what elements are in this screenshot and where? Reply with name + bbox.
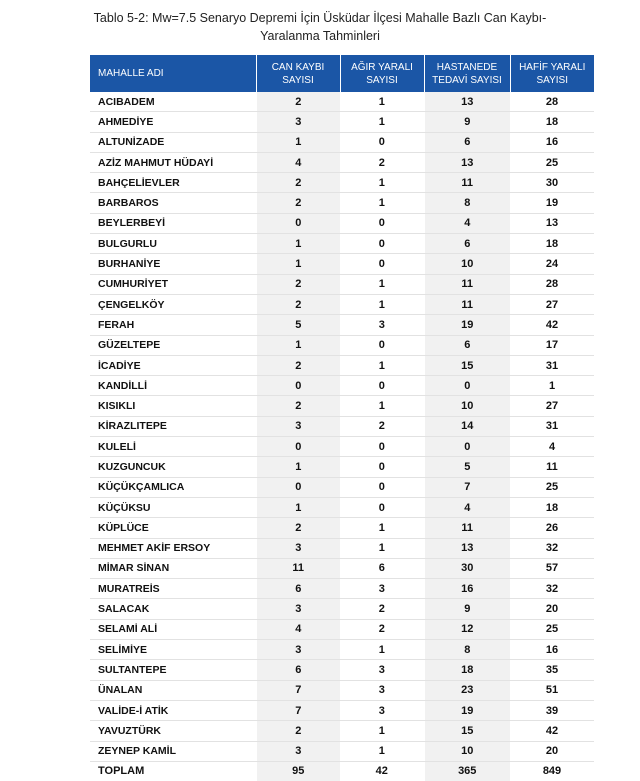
table-row (90, 457, 594, 477)
cell-mahalle: SULTANTEPE (90, 660, 256, 680)
table-row (90, 335, 594, 355)
cell-hafif-yarali: 39 (510, 700, 594, 720)
cell-agir-yarali: 0 (340, 376, 424, 396)
cell-hastanede-tedavi: 16 (424, 579, 510, 599)
cell-agir-yarali: 0 (340, 497, 424, 517)
cell-hafif-yarali: 30 (510, 173, 594, 193)
casualty-table (90, 55, 594, 781)
cell-agir-yarali: 1 (340, 294, 424, 314)
cell-can-kaybi: 5 (256, 315, 340, 335)
table-row (90, 721, 594, 741)
cell-can-kaybi: 3 (256, 112, 340, 132)
cell-hafif-yarali: 28 (510, 92, 594, 112)
total-label: TOPLAM (90, 761, 256, 781)
cell-can-kaybi: 11 (256, 558, 340, 578)
header-hafif-yarali: HAFİF YARALI SAYISI (510, 55, 594, 92)
table-row (90, 700, 594, 720)
cell-hastanede-tedavi: 12 (424, 619, 510, 639)
cell-agir-yarali: 1 (340, 721, 424, 741)
cell-hastanede-tedavi: 14 (424, 416, 510, 436)
cell-agir-yarali: 1 (340, 193, 424, 213)
cell-can-kaybi: 1 (256, 132, 340, 152)
cell-agir-yarali: 6 (340, 558, 424, 578)
cell-hafif-yarali: 51 (510, 680, 594, 700)
cell-hastanede-tedavi: 10 (424, 741, 510, 761)
cell-hafif-yarali: 20 (510, 599, 594, 619)
cell-hafif-yarali: 57 (510, 558, 594, 578)
cell-can-kaybi: 0 (256, 213, 340, 233)
cell-can-kaybi: 2 (256, 396, 340, 416)
cell-hafif-yarali: 25 (510, 619, 594, 639)
cell-hastanede-tedavi: 15 (424, 355, 510, 375)
cell-mahalle: KUZGUNCUK (90, 457, 256, 477)
table-row (90, 396, 594, 416)
table-row (90, 234, 594, 254)
cell-hafif-yarali: 27 (510, 396, 594, 416)
cell-can-kaybi: 2 (256, 721, 340, 741)
table-row (90, 437, 594, 457)
cell-mahalle: ACIBADEM (90, 92, 256, 112)
cell-hastanede-tedavi: 6 (424, 132, 510, 152)
cell-mahalle: KANDİLLİ (90, 376, 256, 396)
table-row (90, 599, 594, 619)
cell-hafif-yarali: 19 (510, 193, 594, 213)
cell-agir-yarali: 0 (340, 234, 424, 254)
cell-agir-yarali: 1 (340, 538, 424, 558)
cell-hafif-yarali: 31 (510, 355, 594, 375)
cell-agir-yarali: 1 (340, 518, 424, 538)
total-can-kaybi: 95 (256, 761, 340, 781)
cell-mahalle: MURATREİS (90, 579, 256, 599)
cell-can-kaybi: 1 (256, 234, 340, 254)
cell-hafif-yarali: 27 (510, 294, 594, 314)
cell-hafif-yarali: 16 (510, 132, 594, 152)
cell-hastanede-tedavi: 0 (424, 437, 510, 457)
cell-can-kaybi: 3 (256, 640, 340, 660)
cell-hastanede-tedavi: 13 (424, 538, 510, 558)
cell-hafif-yarali: 25 (510, 477, 594, 497)
header-mahalle: MAHALLE ADI (90, 55, 256, 92)
cell-hastanede-tedavi: 13 (424, 92, 510, 112)
cell-mahalle: KULELİ (90, 437, 256, 457)
table-row (90, 173, 594, 193)
table-row (90, 518, 594, 538)
table-row (90, 92, 594, 112)
total-agir-yarali: 42 (340, 761, 424, 781)
total-hastanede-tedavi: 365 (424, 761, 510, 781)
cell-hafif-yarali: 28 (510, 274, 594, 294)
header-agir-yarali: AĞIR YARALI SAYISI (340, 55, 424, 92)
cell-hastanede-tedavi: 11 (424, 294, 510, 314)
table-row (90, 254, 594, 274)
cell-hafif-yarali: 32 (510, 579, 594, 599)
cell-hastanede-tedavi: 10 (424, 396, 510, 416)
table-row (90, 112, 594, 132)
cell-mahalle: SALACAK (90, 599, 256, 619)
cell-agir-yarali: 3 (340, 660, 424, 680)
cell-hafif-yarali: 32 (510, 538, 594, 558)
cell-hafif-yarali: 18 (510, 112, 594, 132)
cell-agir-yarali: 1 (340, 741, 424, 761)
cell-can-kaybi: 6 (256, 579, 340, 599)
cell-agir-yarali: 2 (340, 416, 424, 436)
cell-hafif-yarali: 18 (510, 497, 594, 517)
cell-mahalle: GÜZELTEPE (90, 335, 256, 355)
cell-hastanede-tedavi: 7 (424, 477, 510, 497)
cell-agir-yarali: 0 (340, 254, 424, 274)
cell-hafif-yarali: 26 (510, 518, 594, 538)
cell-mahalle: KİRAZLITEPE (90, 416, 256, 436)
table-row (90, 579, 594, 599)
cell-hastanede-tedavi: 9 (424, 599, 510, 619)
cell-can-kaybi: 4 (256, 619, 340, 639)
cell-can-kaybi: 2 (256, 173, 340, 193)
cell-hastanede-tedavi: 15 (424, 721, 510, 741)
header-hastanede-tedavi: HASTANEDE TEDAVİ SAYISI (424, 55, 510, 92)
cell-mahalle: KÜÇÜKSU (90, 497, 256, 517)
cell-hastanede-tedavi: 5 (424, 457, 510, 477)
cell-hastanede-tedavi: 11 (424, 518, 510, 538)
cell-hafif-yarali: 25 (510, 152, 594, 172)
cell-mahalle: ALTUNİZADE (90, 132, 256, 152)
cell-agir-yarali: 1 (340, 355, 424, 375)
cell-hastanede-tedavi: 18 (424, 660, 510, 680)
cell-mahalle: VALİDE-İ ATİK (90, 700, 256, 720)
cell-hafif-yarali: 31 (510, 416, 594, 436)
table-row (90, 355, 594, 375)
cell-can-kaybi: 2 (256, 274, 340, 294)
table-row (90, 416, 594, 436)
cell-can-kaybi: 3 (256, 416, 340, 436)
cell-mahalle: KISIKLI (90, 396, 256, 416)
cell-hastanede-tedavi: 8 (424, 193, 510, 213)
cell-agir-yarali: 3 (340, 315, 424, 335)
cell-can-kaybi: 4 (256, 152, 340, 172)
cell-can-kaybi: 3 (256, 599, 340, 619)
cell-mahalle: ZEYNEP KAMİL (90, 741, 256, 761)
cell-agir-yarali: 0 (340, 213, 424, 233)
cell-agir-yarali: 3 (340, 579, 424, 599)
cell-mahalle: CUMHURİYET (90, 274, 256, 294)
table-row (90, 640, 594, 660)
cell-can-kaybi: 1 (256, 335, 340, 355)
cell-hafif-yarali: 18 (510, 234, 594, 254)
cell-hastanede-tedavi: 0 (424, 376, 510, 396)
cell-mahalle: MEHMET AKİF ERSOY (90, 538, 256, 558)
cell-can-kaybi: 2 (256, 294, 340, 314)
cell-can-kaybi: 1 (256, 254, 340, 274)
cell-agir-yarali: 0 (340, 132, 424, 152)
table-body (90, 92, 594, 761)
cell-mahalle: BULGURLU (90, 234, 256, 254)
cell-hastanede-tedavi: 19 (424, 700, 510, 720)
table-row (90, 294, 594, 314)
cell-agir-yarali: 1 (340, 274, 424, 294)
cell-mahalle: İCADİYE (90, 355, 256, 375)
cell-can-kaybi: 6 (256, 660, 340, 680)
cell-hastanede-tedavi: 4 (424, 213, 510, 233)
cell-agir-yarali: 2 (340, 619, 424, 639)
cell-can-kaybi: 2 (256, 355, 340, 375)
cell-mahalle: YAVUZTÜRK (90, 721, 256, 741)
cell-hastanede-tedavi: 8 (424, 640, 510, 660)
cell-hafif-yarali: 24 (510, 254, 594, 274)
cell-mahalle: AHMEDİYE (90, 112, 256, 132)
cell-hafif-yarali: 35 (510, 660, 594, 680)
cell-mahalle: FERAH (90, 315, 256, 335)
cell-hafif-yarali: 11 (510, 457, 594, 477)
cell-hafif-yarali: 42 (510, 315, 594, 335)
table-row (90, 213, 594, 233)
cell-can-kaybi: 1 (256, 457, 340, 477)
total-hafif-yarali: 849 (510, 761, 594, 781)
table-row (90, 538, 594, 558)
table-row (90, 558, 594, 578)
cell-hafif-yarali: 1 (510, 376, 594, 396)
cell-agir-yarali: 3 (340, 680, 424, 700)
table-row (90, 274, 594, 294)
cell-mahalle: BURHANİYE (90, 254, 256, 274)
cell-mahalle: SELAMİ ALİ (90, 619, 256, 639)
cell-hafif-yarali: 13 (510, 213, 594, 233)
cell-mahalle: ÜNALAN (90, 680, 256, 700)
cell-can-kaybi: 7 (256, 700, 340, 720)
cell-hafif-yarali: 17 (510, 335, 594, 355)
cell-hastanede-tedavi: 11 (424, 274, 510, 294)
caption-line-2: Yaralanma Tahminleri (260, 29, 380, 43)
cell-mahalle: BAHÇELİEVLER (90, 173, 256, 193)
cell-agir-yarali: 1 (340, 640, 424, 660)
cell-agir-yarali: 0 (340, 437, 424, 457)
cell-hastanede-tedavi: 19 (424, 315, 510, 335)
cell-agir-yarali: 2 (340, 599, 424, 619)
table-row (90, 619, 594, 639)
cell-mahalle: BARBAROS (90, 193, 256, 213)
caption-line-1: Tablo 5-2: Mw=7.5 Senaryo Depremi İçin Üsküdar İlçesi Mahalle Bazlı Can Kaybı- (93, 11, 547, 25)
cell-can-kaybi: 0 (256, 437, 340, 457)
cell-agir-yarali: 1 (340, 396, 424, 416)
table-row (90, 376, 594, 396)
table-row (90, 680, 594, 700)
table-row (90, 315, 594, 335)
cell-can-kaybi: 2 (256, 92, 340, 112)
cell-hastanede-tedavi: 13 (424, 152, 510, 172)
cell-agir-yarali: 2 (340, 152, 424, 172)
cell-hastanede-tedavi: 4 (424, 497, 510, 517)
cell-mahalle: KÜPLÜCE (90, 518, 256, 538)
table-row (90, 132, 594, 152)
table-caption (0, 9, 640, 45)
cell-can-kaybi: 3 (256, 741, 340, 761)
cell-mahalle: ÇENGELKÖY (90, 294, 256, 314)
cell-agir-yarali: 1 (340, 92, 424, 112)
table-row (90, 193, 594, 213)
cell-mahalle: KÜÇÜKÇAMLICA (90, 477, 256, 497)
cell-mahalle: AZİZ MAHMUT HÜDAYİ (90, 152, 256, 172)
cell-hastanede-tedavi: 9 (424, 112, 510, 132)
cell-hastanede-tedavi: 23 (424, 680, 510, 700)
cell-can-kaybi: 1 (256, 497, 340, 517)
table-row (90, 477, 594, 497)
table-row (90, 741, 594, 761)
cell-can-kaybi: 2 (256, 518, 340, 538)
cell-can-kaybi: 2 (256, 193, 340, 213)
cell-mahalle: SELİMİYE (90, 640, 256, 660)
cell-can-kaybi: 7 (256, 680, 340, 700)
cell-hastanede-tedavi: 6 (424, 234, 510, 254)
cell-agir-yarali: 3 (340, 700, 424, 720)
cell-hafif-yarali: 16 (510, 640, 594, 660)
cell-can-kaybi: 0 (256, 376, 340, 396)
cell-can-kaybi: 3 (256, 538, 340, 558)
cell-can-kaybi: 0 (256, 477, 340, 497)
table-row (90, 660, 594, 680)
cell-hafif-yarali: 4 (510, 437, 594, 457)
table-row (90, 152, 594, 172)
cell-mahalle: BEYLERBEYİ (90, 213, 256, 233)
cell-agir-yarali: 0 (340, 477, 424, 497)
total-row (90, 761, 594, 781)
cell-agir-yarali: 0 (340, 457, 424, 477)
cell-agir-yarali: 0 (340, 335, 424, 355)
cell-hastanede-tedavi: 6 (424, 335, 510, 355)
cell-agir-yarali: 1 (340, 173, 424, 193)
header-row (90, 55, 594, 92)
cell-hastanede-tedavi: 30 (424, 558, 510, 578)
cell-mahalle: MİMAR SİNAN (90, 558, 256, 578)
header-can-kaybi: CAN KAYBI SAYISI (256, 55, 340, 92)
cell-hastanede-tedavi: 10 (424, 254, 510, 274)
cell-agir-yarali: 1 (340, 112, 424, 132)
cell-hastanede-tedavi: 11 (424, 173, 510, 193)
table-row (90, 497, 594, 517)
cell-hafif-yarali: 20 (510, 741, 594, 761)
cell-hafif-yarali: 42 (510, 721, 594, 741)
